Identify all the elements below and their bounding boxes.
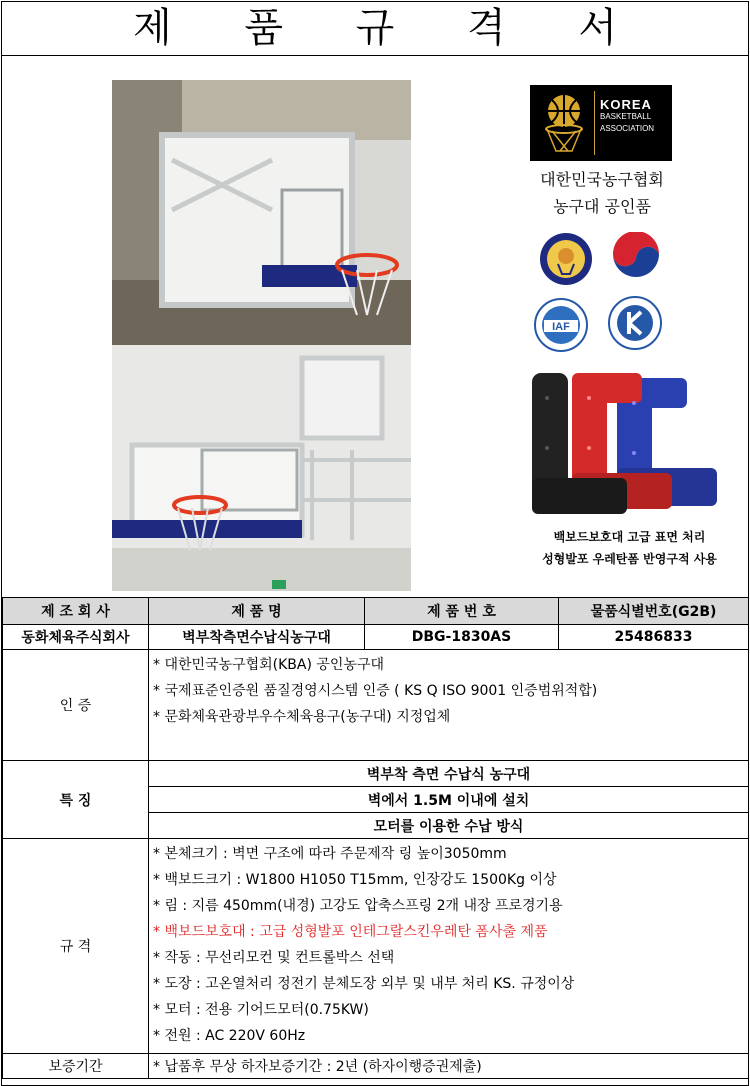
warranty-label: 보증기간 — [3, 1054, 149, 1079]
svg-text:IAF: IAF — [552, 321, 570, 333]
spec-line: * 림 : 지름 450mm(내경) 고강도 압축스프링 2개 내장 프로경기용 — [153, 898, 563, 914]
logo-text-association: ASSOCIATION — [600, 124, 655, 133]
value-g2b-number: 25486833 — [559, 625, 749, 650]
cert-lines — [149, 650, 749, 761]
header-g2b-number: 물품식별번호(G2B) — [559, 598, 749, 625]
value-product-number: DBG-1830AS — [365, 625, 559, 650]
logo-divider — [594, 91, 595, 155]
value-manufacturer: 동화체육주식회사 — [3, 625, 149, 650]
photo-area — [2, 56, 748, 597]
spec-row — [3, 839, 749, 1054]
iaf-icon — [534, 298, 588, 352]
header-manufacturer: 제 조 회 사 — [3, 598, 149, 625]
warranty-text: * 납품후 무상 하자보증기간 : 2년 (하자이행증권제출) — [149, 1054, 749, 1079]
spec-sheet — [1, 1, 749, 1086]
spec-line: * 작동 : 무선리모컨 및 컨트롤박스 선택 — [153, 950, 395, 966]
logo-text-korea: KOREA — [600, 97, 652, 112]
feature-item: 벽에서 1.5M 이내에 설치 — [149, 787, 749, 813]
kba-caption-line2: 농구대 공인품 — [553, 197, 651, 216]
spec-line: * 도장 : 고온열처리 정전기 분체도장 외부 및 내부 처리 KS. 규정이상 — [153, 976, 575, 992]
kba-caption — [512, 166, 692, 220]
korea-gov-icon — [609, 232, 663, 286]
k-mark-icon — [608, 296, 662, 350]
backboard-pads-image — [527, 368, 722, 518]
product-caption-line2: 성형발포 우레탄폼 반영구적 사용 — [542, 552, 717, 566]
kba-caption-line1: 대한민국농구협회 — [540, 170, 664, 189]
warranty-row — [3, 1054, 749, 1079]
spec-table — [2, 597, 749, 1079]
feature-row-1 — [3, 761, 749, 787]
spec-line: * 모터 : 전용 기어드모터(0.75KW) — [153, 1002, 369, 1018]
table-value-row — [3, 625, 749, 650]
cert-row — [3, 650, 749, 761]
spec-line-highlight: * 백보드보호대 : 고급 성형발포 인테그랄스킨우레탄 폼사출 제품 — [153, 924, 548, 940]
product-caption-line1: 백보드보호대 고급 표면 처리 — [553, 530, 706, 544]
feature-item: 벽부착 측면 수납식 농구대 — [149, 761, 749, 787]
cert-line: * 대한민국농구협회(KBA) 공인농구대 — [153, 657, 384, 673]
kba-logo-text — [600, 99, 654, 135]
spec-line: * 백보드크기 : W1800 H1050 T15mm, 인장강도 1500Kg 이상 — [153, 872, 557, 888]
cert-line: * 문화체육관광부우수체육용구(농구대) 지정업체 — [153, 709, 451, 725]
kba-logo — [530, 85, 672, 161]
table-header-row — [3, 598, 749, 625]
spec-lines — [149, 839, 749, 1054]
cert-line: * 국제표준인증원 품질경영시스템 인증 ( KS Q ISO 9001 인증범위적합) — [153, 683, 598, 699]
product-photo — [112, 80, 411, 591]
header-product-name: 제 품 명 — [149, 598, 365, 625]
cert-label: 인 증 — [3, 650, 149, 761]
spec-line: * 전원 : AC 220V 60Hz — [153, 1028, 306, 1044]
product-caption — [522, 526, 737, 570]
spec-label: 규 격 — [3, 839, 149, 1054]
spec-line: * 본체크기 : 벽면 구조에 따라 주문제작 링 높이3050mm — [153, 846, 507, 862]
page-title: 제 품 규 격 서 — [2, 2, 748, 56]
header-product-number: 제 품 번 호 — [365, 598, 559, 625]
value-product-name: 벽부착측면수납식농구대 — [149, 625, 365, 650]
kba-seal-icon — [539, 232, 593, 286]
feature-item: 모터를 이용한 수납 방식 — [149, 813, 749, 839]
logo-text-basketball: BASKETBALL — [600, 112, 652, 121]
feature-label: 특 징 — [3, 761, 149, 839]
basketball-icon — [538, 91, 590, 155]
